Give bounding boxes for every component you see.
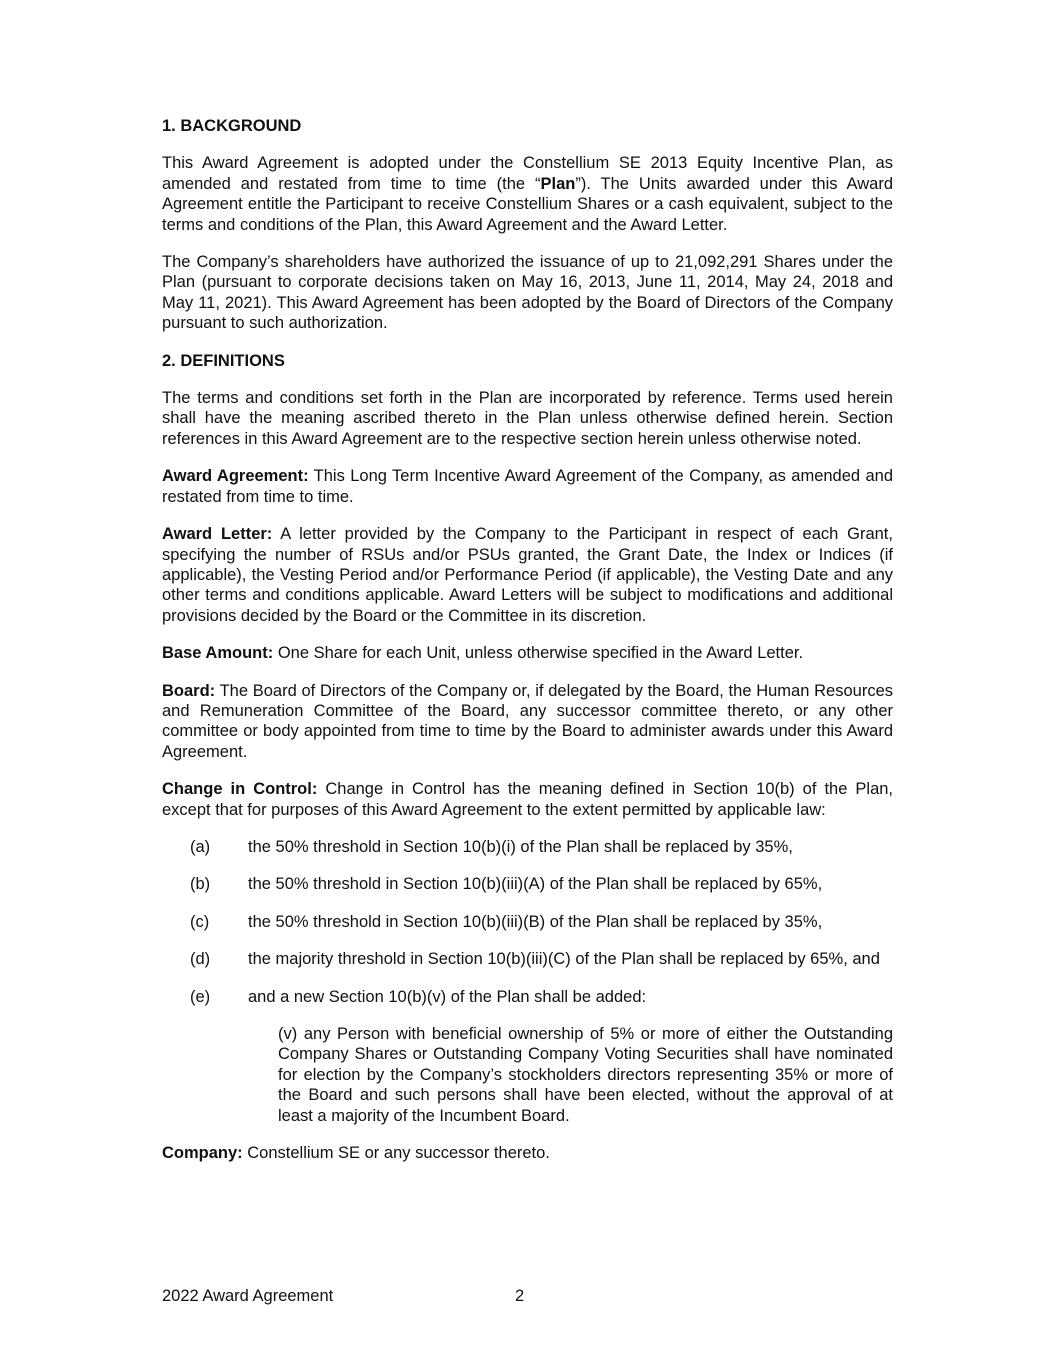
list-label: (e) — [190, 987, 211, 1006]
definition-board — [162, 681, 893, 763]
list-text: the 50% threshold in Section 10(b)(iii)(A) of the Plan shall be replaced by 65%, — [248, 875, 823, 894]
background-paragraph-2: The Company’s shareholders have authorized the issuance of up to 21,092,291 Shares under the Plan (pursuant to corporate decisions taken on May 16, 2013, June 11, 2014, May 24, 2018 and May 11, 2021). This Award Agreement has been adopted by the Board of Directors of the Company pursuant to such authorization. — [162, 253, 893, 333]
document-body — [162, 116, 893, 1180]
term: Change in Control: — [162, 780, 318, 799]
definition-award-letter — [162, 524, 893, 626]
definition-change-in-control — [162, 779, 893, 820]
list-item — [162, 949, 893, 969]
section-heading-definitions: 2. DEFINITIONS — [162, 351, 285, 370]
list-item — [162, 912, 893, 932]
definitions-intro: The terms and conditions set forth in the Plan are incorporated by reference. Terms used herein shall have the meaning ascribed thereto in the Plan unless otherwise defined herein. Section references in this Award Agreement are to the respective section herein unless otherwise noted. — [162, 389, 893, 448]
background-paragraph-1 — [162, 153, 893, 235]
list-text: and a new Section 10(b)(v) of the Plan shall be added: — [248, 987, 647, 1006]
section-heading-background: 1. BACKGROUND — [162, 117, 302, 135]
list-item — [162, 874, 893, 894]
term: Award Agreement: — [162, 467, 309, 486]
list-text: the 50% threshold in Section 10(b)(i) of the Plan shall be replaced by 35%, — [248, 837, 793, 856]
text-run: This Award Agreement is adopted under the Constellium SE 2013 Equity Incentive Plan, as amended and restated from time to time (the “ — [162, 154, 893, 193]
term: Company: — [162, 1144, 243, 1163]
term: Base Amount: — [162, 644, 274, 663]
definition: A letter provided by the Company to the Participant in respect of each Grant, specifying the number of RSUs and/or PSUs granted, the Grant Date, the Index or Indices (if applicable), the Vesting Period and/or Performance Period (if applicable), the Vesting Date and any other terms and conditions applicable. Award Letters will be subject to modifications and additional provisions decided by the Board or the Committee in its discretion. — [162, 525, 893, 625]
definition-company — [162, 1143, 893, 1163]
definition: The Board of Directors of the Company or, if delegated by the Board, the Human Resources and Remuneration Committee of the Board, any successor committee thereto, or any other committee or body appointed from time to time by the Board to administer awards under this Award Agreement. — [162, 681, 893, 761]
footer-title: 2022 Award Agreement — [162, 1287, 334, 1305]
definition: This Long Term Incentive Award Agreement of the Company, as amended and restated from time to time. — [162, 467, 893, 506]
list-label: (b) — [190, 875, 211, 894]
list-text: the 50% threshold in Section 10(b)(iii)(B) of the Plan shall be replaced by 35%, — [248, 912, 823, 931]
list-text: the majority threshold in Section 10(b)(iii)(C) of the Plan shall be replaced by 65%, and — [248, 950, 880, 969]
text-run: ”). The Units awarded under this Award Agreement entitle the Participant to receive Constellium Shares or a cash equivalent, subject to the terms and conditions of the Plan, this Award Agreement and the Award Letter. — [162, 174, 893, 234]
list-label: (d) — [190, 950, 211, 969]
definition: One Share for each Unit, unless otherwise specified in the Award Letter. — [273, 644, 804, 663]
definition-base-amount — [162, 643, 893, 663]
list-item — [162, 837, 893, 857]
definition: Change in Control has the meaning defined in Section 10(b) of the Plan, except that for purposes of this Award Agreement to the extent permitted by applicable law: — [162, 780, 894, 819]
term: Award Letter: — [162, 525, 273, 544]
subclause-v: (v) any Person with beneficial ownership of 5% or more of either the Outstanding Company Shares or Outstanding Company Voting Securities shall have nominated for election by the Company’s stockholders directors representing 35% or more of the Board and such persons shall have been elected, without the approval of at least a majority of the Incumbent Board. — [278, 1025, 893, 1125]
term: Board: — [162, 681, 216, 700]
list-label: (a) — [190, 837, 211, 856]
list-label: (c) — [190, 912, 210, 931]
page-number: 2 — [515, 1287, 525, 1305]
definition-award-agreement — [162, 466, 893, 507]
definition: Constellium SE or any successor thereto. — [242, 1144, 550, 1163]
defined-term-plan: Plan — [540, 174, 576, 193]
list-item — [162, 987, 893, 1007]
